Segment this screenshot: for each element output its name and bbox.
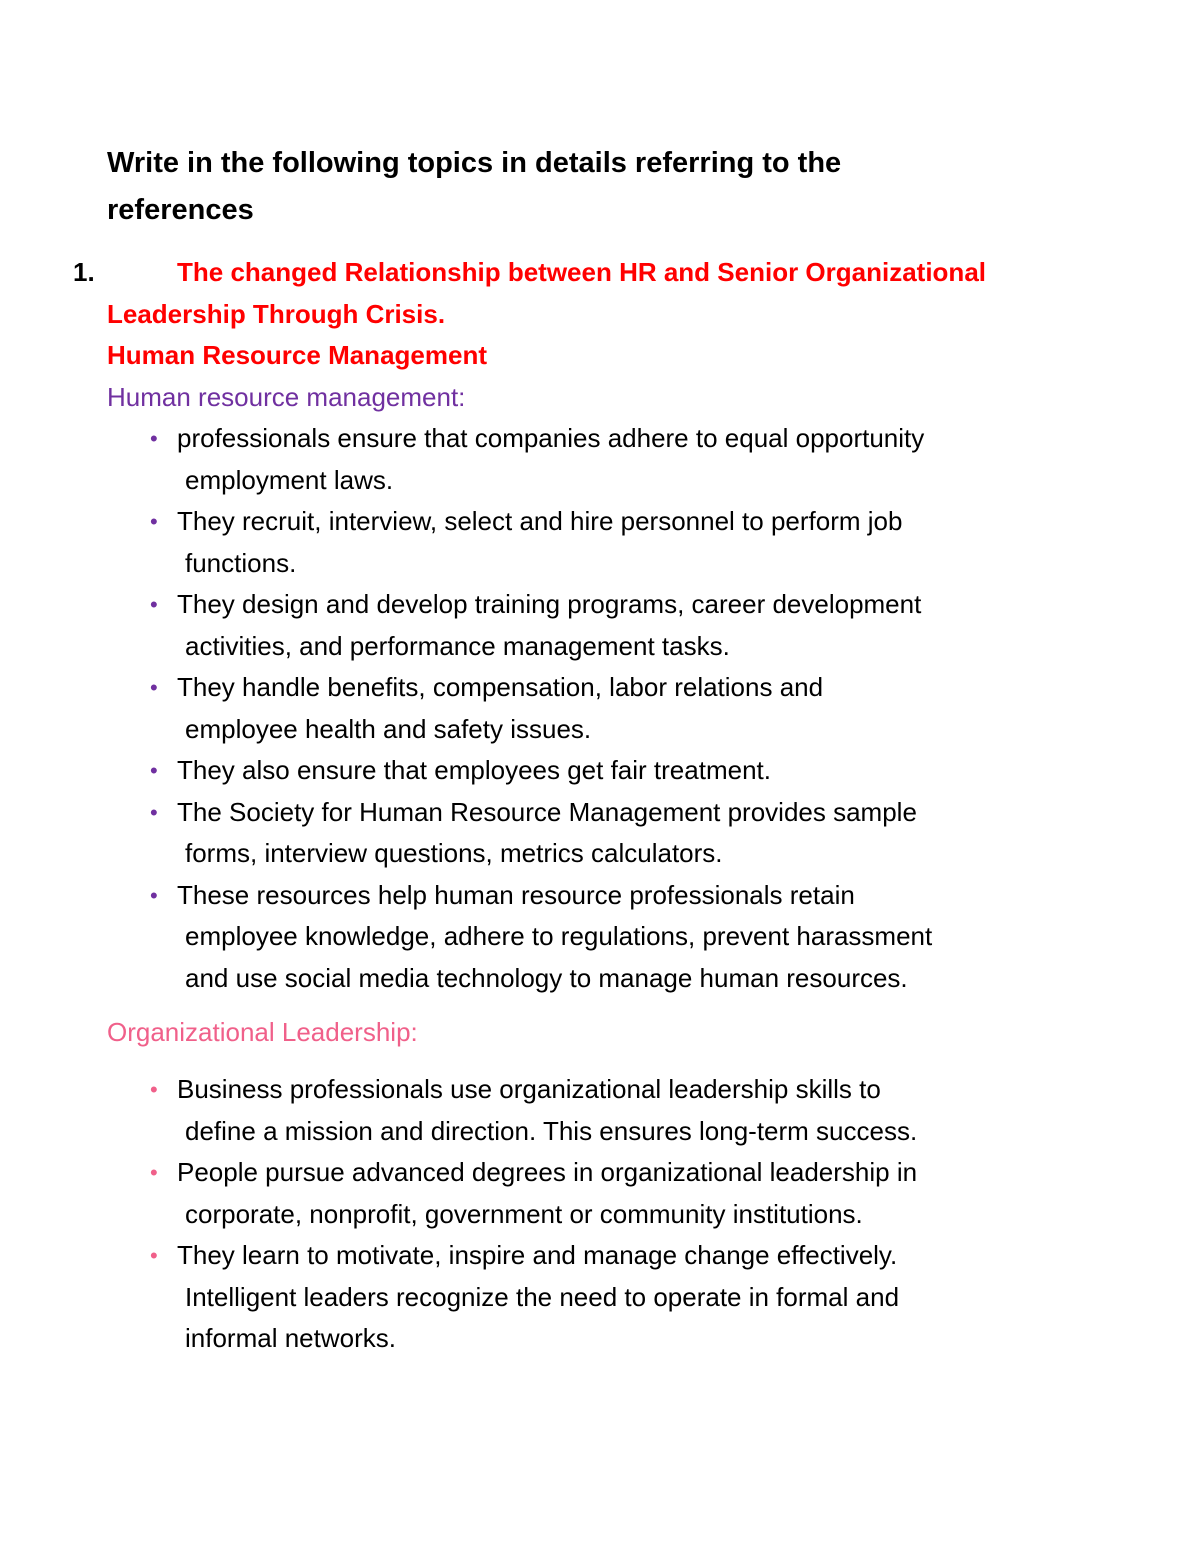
bullet-icon: • bbox=[150, 675, 158, 700]
hr-section-label: Human resource management: bbox=[107, 382, 466, 412]
document-heading bbox=[107, 140, 1007, 234]
bullet-icon: • bbox=[150, 799, 158, 825]
heading-line-2: references bbox=[107, 194, 254, 226]
list-item: • Business professionals use organizational leadership skills to define a mission and direction. This ensures long-term success. bbox=[150, 1069, 1030, 1152]
hr-bullet-list bbox=[150, 418, 1030, 999]
topic-title-line-2: Leadership Through Crisis. bbox=[107, 299, 446, 329]
topic-number: 1. bbox=[73, 257, 95, 287]
list-item: • They also ensure that employees get fair treatment. bbox=[150, 750, 1030, 792]
topic-title-line-1: The changed Relationship between HR and Senior Organizational bbox=[177, 257, 986, 287]
list-item: • They handle benefits, compensation, labor relations and employee health and safety issues. bbox=[150, 667, 1030, 750]
list-item: • They learn to motivate, inspire and manage change effectively. Intelligent leaders recognize the need to operate in formal and informal networks. bbox=[150, 1235, 1030, 1360]
bullet-icon: • bbox=[150, 882, 158, 908]
list-item: • These resources help human resource professionals retain employee knowledge, adhere to regulations, prevent harassment and use social media technology to manage human resources. bbox=[150, 875, 1030, 1000]
list-item: • The Society for Human Resource Management provides sample forms, interview questions, metrics calculators. bbox=[150, 792, 1030, 875]
bullet-icon: • bbox=[150, 509, 158, 534]
bullet-icon: • bbox=[150, 758, 158, 783]
bullet-icon: • bbox=[150, 1077, 158, 1102]
bullet-icon: • bbox=[150, 1160, 158, 1185]
topic-title bbox=[73, 251, 1047, 335]
heading-line-1: Write in the following topics in details referring to the bbox=[107, 147, 842, 179]
list-item: • They design and develop training programs, career development activities, and performance management tasks. bbox=[150, 584, 1030, 667]
bullet-icon: • bbox=[150, 426, 158, 451]
list-item: • People pursue advanced degrees in organizational leadership in corporate, nonprofit, government or community institutions. bbox=[150, 1152, 1030, 1235]
list-item: • They recruit, interview, select and hire personnel to perform job functions. bbox=[150, 501, 1030, 584]
bullet-icon: • bbox=[150, 1243, 158, 1268]
subheading: Human Resource Management bbox=[107, 340, 487, 370]
ol-section-label: Organizational Leadership: bbox=[107, 1017, 418, 1047]
bullet-icon: • bbox=[150, 592, 158, 617]
ol-bullet-list bbox=[150, 1069, 1030, 1360]
list-item: • professionals ensure that companies adhere to equal opportunity employment laws. bbox=[150, 418, 1030, 501]
